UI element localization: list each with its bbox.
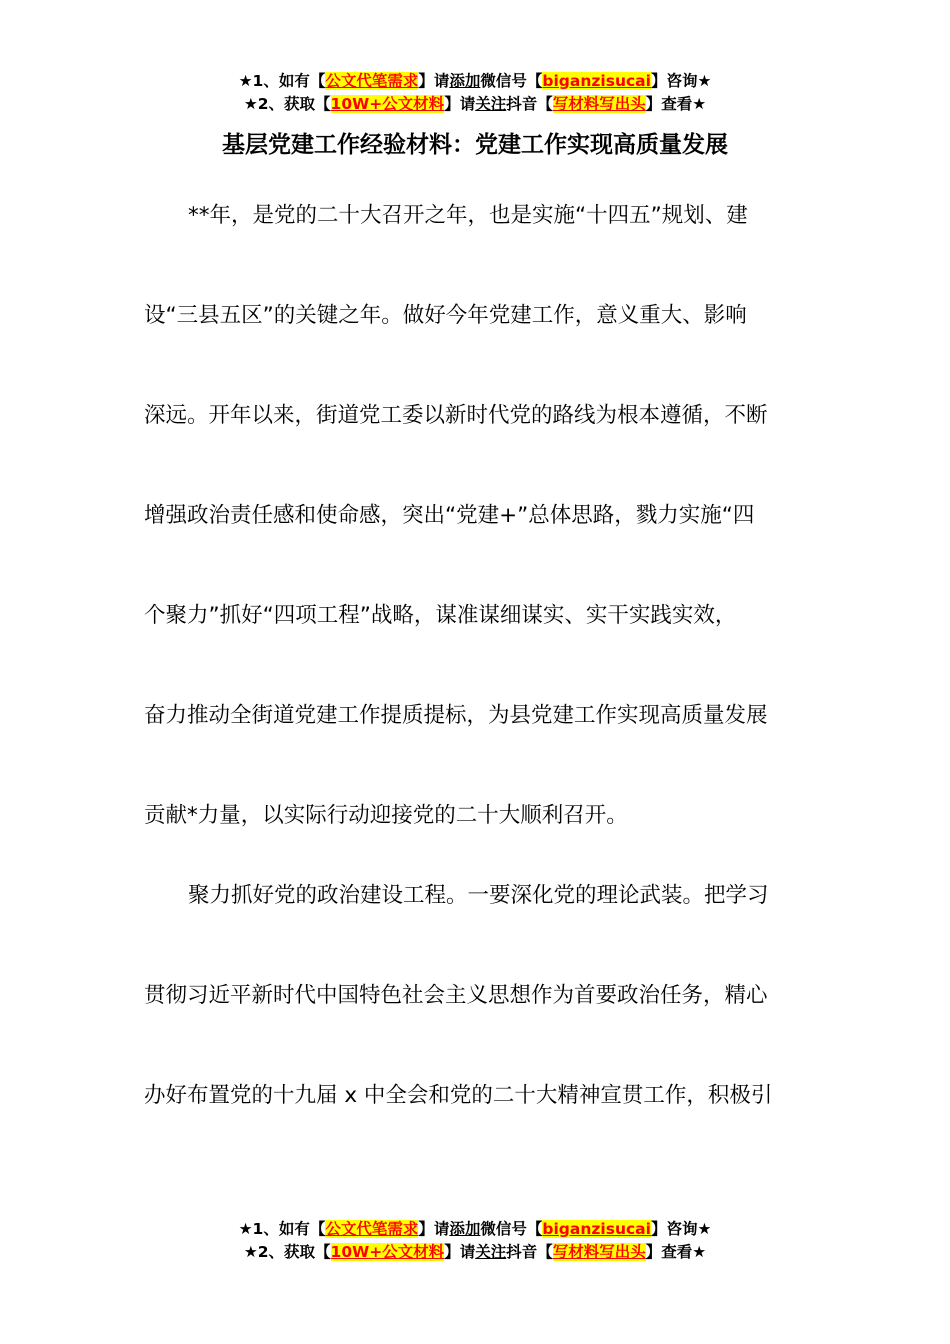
paragraph-1-line: 设“三县五区”的关键之年。做好今年党建工作，意义重大、影响 [144,303,747,328]
banner-text: 】查看★ [645,95,707,113]
banner-text: 】请 [444,95,476,113]
banner-highlight-materials: 10W+公文材料 [330,1243,445,1261]
banner-text: 】请 [418,1220,450,1238]
paragraph-1-line: 深远。开年以来，街道党工委以新时代党的路线为根本遵循，不断 [144,403,768,428]
banner-highlight-service: 公文代笔需求 [325,1220,419,1238]
banner-text: 抖音【 [506,95,553,113]
banner-highlight-materials: 10W+公文材料 [330,95,445,113]
banner-line-2 [0,93,950,116]
document-title: 基层党建工作经验材料：党建工作实现高质量发展 [222,132,728,158]
paragraph-2-line: 办好布置党的十九届 x 中全会和党的二十大精神宣贯工作，积极引 [144,1083,773,1108]
banner-text: 】请 [418,72,450,90]
banner-text: 微信号【 [480,1220,543,1238]
document-body [144,196,809,1176]
paragraph-1-line: 个聚力”抓好“四项工程”战略，谋准谋细谋实、实干实践实效， [144,603,737,628]
banner-highlight-wechat: biganzisucai [542,72,651,90]
banner-text: 】查看★ [645,1243,707,1261]
banner-emphasis: 关注 [475,1243,507,1261]
banner-emphasis: 添加 [449,72,481,90]
banner-line-1 [0,1218,950,1241]
paragraph-2-line: 聚力抓好党的政治建设工程。一要深化党的理论武装。把学习 [188,883,769,908]
banner-text: 抖音【 [506,1243,553,1261]
banner-text: 微信号【 [480,72,543,90]
banner-emphasis: 关注 [475,95,507,113]
header-banner [0,70,950,116]
banner-text: ★1、如有【 [238,1220,326,1238]
paragraph-1-line: 奋力推动全街道党建工作提质提标，为县党建工作实现高质量发展 [144,703,768,728]
banner-line-2 [0,1241,950,1264]
banner-highlight-douyin: 写材料写出头 [552,1243,646,1261]
banner-highlight-wechat: biganzisucai [542,1220,651,1238]
banner-text: 】咨询★ [650,72,712,90]
paragraph-2-line: 贯彻习近平新时代中国特色社会主义思想作为首要政治任务，精心 [144,983,768,1008]
banner-line-1 [0,70,950,93]
paragraph-1-line: 增强政治责任感和使命感，突出“党建+”总体思路，戮力实施“四 [144,503,755,528]
banner-text: ★2、获取【 [243,95,331,113]
paragraph-1-line: 贡献*力量，以实际行动迎接党的二十大顺利召开。 [144,803,628,828]
banner-text: 】请 [444,1243,476,1261]
banner-emphasis: 添加 [449,1220,481,1238]
footer-banner [0,1218,950,1264]
banner-text: ★1、如有【 [238,72,326,90]
banner-text: 】咨询★ [650,1220,712,1238]
banner-text: ★2、获取【 [243,1243,331,1261]
paragraph-1-line: **年，是党的二十大召开之年，也是实施“十四五”规划、建 [188,203,748,228]
banner-highlight-douyin: 写材料写出头 [552,95,646,113]
banner-highlight-service: 公文代笔需求 [325,72,419,90]
